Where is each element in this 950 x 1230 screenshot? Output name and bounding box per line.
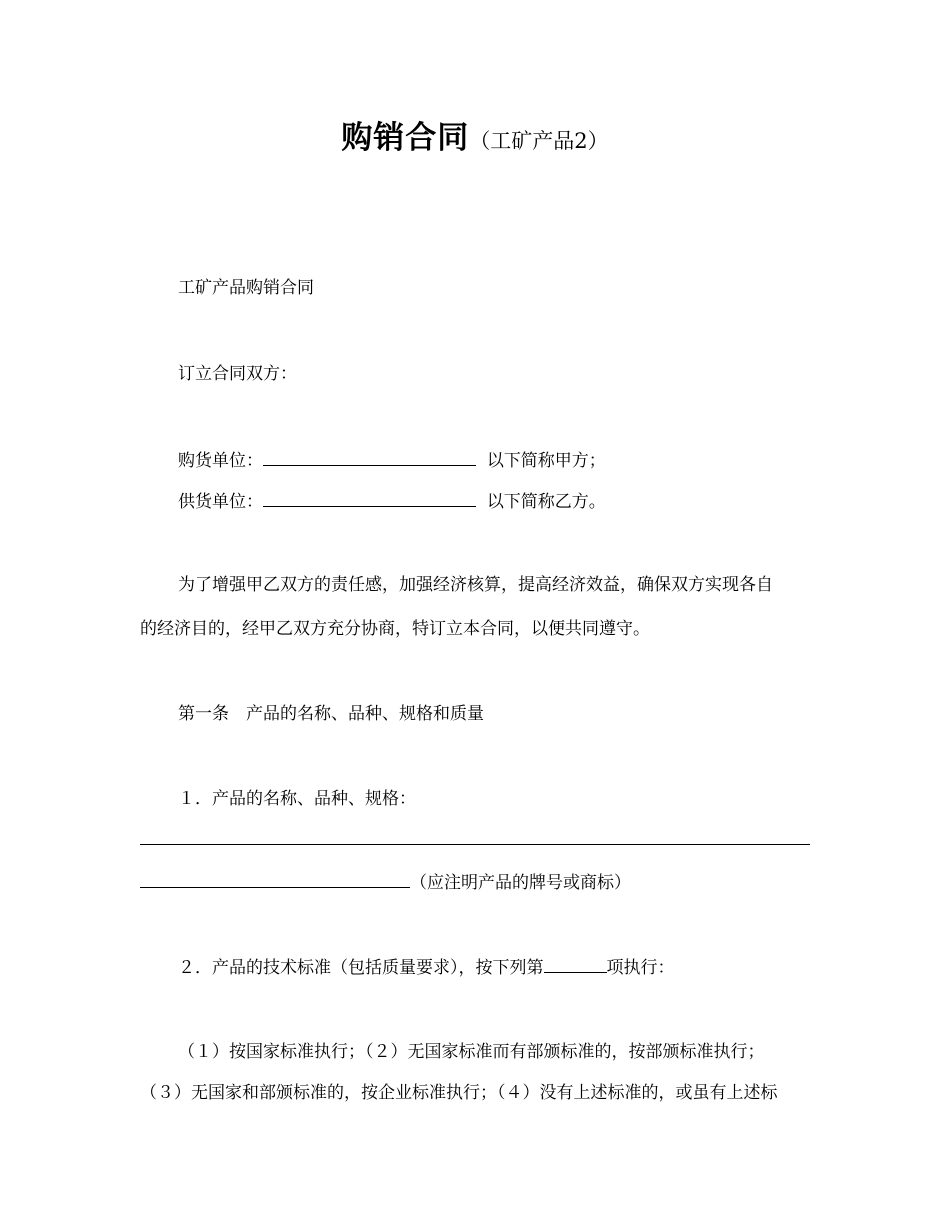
parties-intro: 订立合同双方： [178,364,297,384]
article1-title: 第一条 产品的名称、品种、规格和质量 [178,704,484,724]
purpose-paragraph-line1: 为了增强甲乙双方的责任感，加强经济核算，提高经济效益，确保双方实现各自 [178,575,773,595]
standards-line1: （１）按国家标准执行；（２）无国家标准而有部颁标准的，按部颁标准执行； [178,1042,765,1062]
title-subtitle: （工矿产品2） [469,129,609,153]
standard-choice-blank[interactable] [544,954,607,973]
item2-tech-standard [178,954,675,980]
item2-suffix: 项执行： [606,958,675,978]
product-note: （应注明产品的牌号或商标） [410,873,631,893]
seller-label: 供货单位： [178,492,263,512]
product-spec-blank-line[interactable] [140,844,810,845]
item2-prefix: ２．产品的技术标准（包括质量要求），按下列第 [178,958,544,978]
seller-suffix: 以下简称乙方。 [486,492,606,512]
standards-line2: （３）无国家和部颁标准的，按企业标准执行；（４）没有上述标准的，或虽有上述标 [140,1083,778,1103]
contract-heading: 工矿产品购销合同 [178,278,314,298]
product-note-line [140,869,631,895]
product-brand-blank[interactable] [140,869,410,888]
seller-line [178,488,606,514]
purpose-paragraph-line2: 的经济目的，经甲乙双方充分协商，特订立本合同，以便共同遵守。 [140,619,650,639]
title-main: 购销合同 [341,120,470,156]
buyer-label: 购货单位： [178,451,263,471]
item1-product-spec: １．产品的名称、品种、规格： [178,789,416,809]
document-title [0,112,950,157]
seller-name-blank[interactable] [263,488,476,507]
buyer-suffix: 以下简称甲方； [486,451,606,471]
buyer-line [178,447,606,473]
buyer-name-blank[interactable] [263,447,476,466]
